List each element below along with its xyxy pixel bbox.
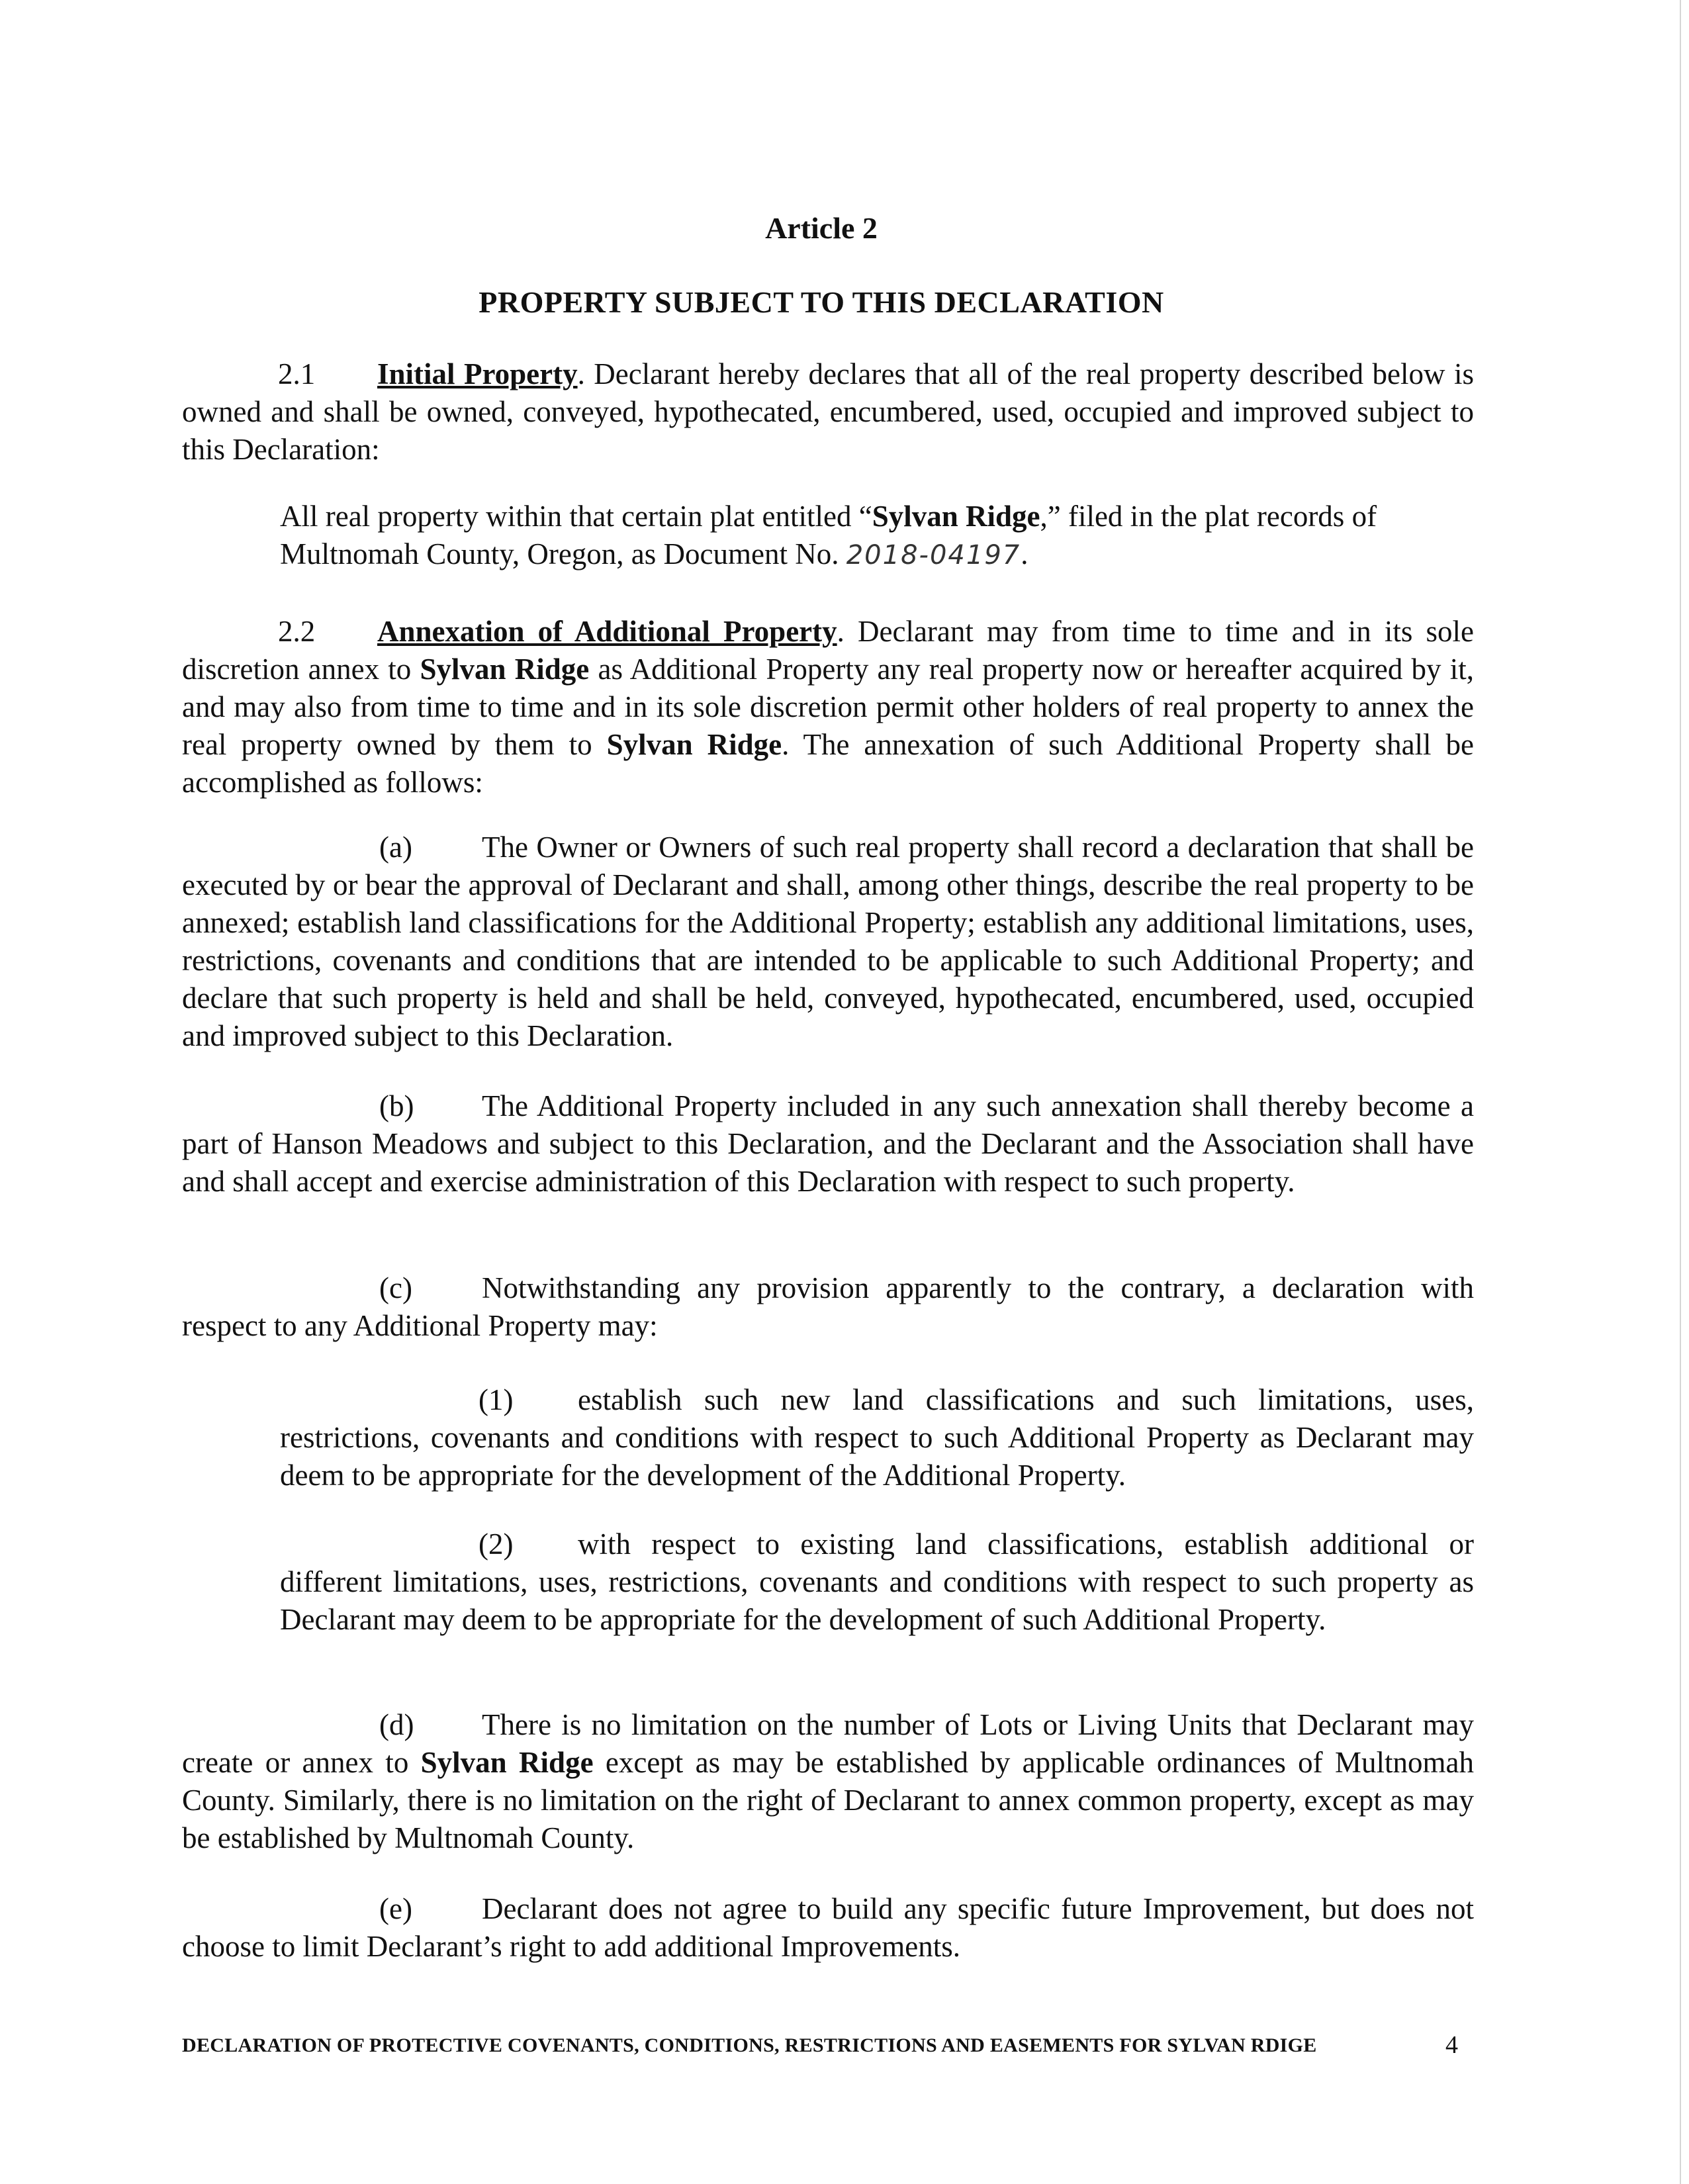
subsection-d: (d) There is no limitation on the number of Lots or Living Units that Declarant may create or annex to Sylvan Ridge except as may be established by applicable ordinances of Multnomah County. Similarly, there is no limitation on the right of Declarant to annex common property, except as may be established by Multnomah County.: [182, 1706, 1474, 1857]
item-label: (2): [479, 1527, 514, 1561]
page-number: 4: [1445, 2031, 1458, 2059]
subsection-label: (d): [379, 1708, 414, 1741]
subsection-text: Declarant does not agree to build any specific future Improvement, but does not choose to limit Declarant’s right to add additional Improvements.: [182, 1892, 1474, 1963]
section-heading: Annexation of Additional Property: [377, 615, 837, 648]
subsection-label: (c): [379, 1271, 412, 1304]
subsection-e: [182, 1890, 1474, 1966]
handwritten-document-number: 2018-04197: [846, 540, 1021, 570]
property-name: Sylvan Ridge: [420, 653, 590, 686]
section-heading: Initial Property: [377, 357, 578, 390]
item-text: establish such new land classifications and such limitations, uses, restrictions, covenants and conditions with respect to such Additional Property as Declarant may deem to be appropriate for the development of the Additional Property.: [280, 1383, 1474, 1492]
subsection-label: (a): [379, 831, 412, 864]
scan-edge-line: [1680, 0, 1681, 2184]
subsection-text: The Additional Property included in any such annexation shall thereby become a part of Hanson Meadows and subject to this Declaration, and the Declarant and the Association shall have and shall accept and exercise administration of this Declaration with respect to such property.: [182, 1089, 1474, 1198]
subsection-c-1: [280, 1381, 1474, 1494]
article-title: Article 2: [765, 211, 878, 245]
subsection-text: The Owner or Owners of such real property shall record a declaration that shall be executed by or bear the approval of Declarant and shall, among other things, describe the real property to be annexed; establish land classifications for the Additional Property; establish any additional limitations, uses, restrictions, covenants and conditions that are intended to be applicable to such Additional Property; and declare that such property is held and shall be held, conveyed, hypothecated, encumbered, used, occupied and improved subject to this Declaration.: [182, 831, 1474, 1052]
item-label: (1): [479, 1383, 514, 1416]
section-2-2: 2.2 Annexation of Additional Property. Declarant may from time to time and in its sole discretion annex to Sylvan Ridge as Additional Property any real property now or hereafter acquired by it, and may also from time to time and in its sole discretion permit other holders of real property to annex the real property owned by them to Sylvan Ridge. The annexation of such Additional Property shall be accomplished as follows:: [182, 613, 1474, 801]
item-text: with respect to existing land classifications, establish additional or different limitations, uses, restrictions, covenants and conditions with respect to such property as Declarant may deem to be appropriate for the development of such Additional Property.: [280, 1527, 1474, 1636]
property-name: Sylvan Ridge: [420, 1746, 594, 1779]
property-name: Sylvan Ridge: [606, 728, 782, 761]
section-text: . Declarant hereby declares that all of the real property described below is owned and shall be owned, conveyed, hypothecated, encumbered, used, occupied and improved subject to this Declaration:: [182, 357, 1474, 466]
subsection-c: [182, 1269, 1474, 1345]
plat-description: All real property within that certain plat entitled “Sylvan Ridge,” filed in the plat records of Multnomah County, Oregon, as Document No. 2018-04197.: [280, 500, 1377, 570]
subsection-c-2: [280, 1525, 1474, 1639]
subsection-b: [182, 1087, 1474, 1201]
page-footer: DECLARATION OF PROTECTIVE COVENANTS, CONDITIONS, RESTRICTIONS AND EASEMENTS FOR SYLVAN RDIGE: [182, 2034, 1317, 2056]
section-2-1: [182, 355, 1474, 469]
subsection-label: (b): [379, 1089, 414, 1122]
section-number: 2.2: [278, 615, 316, 648]
subsection-a: [182, 829, 1474, 1055]
section-number: 2.1: [278, 357, 316, 390]
subsection-text: Notwithstanding any provision apparently to the contrary, a declaration with respect to any Additional Property may:: [182, 1271, 1474, 1342]
section-title: PROPERTY SUBJECT TO THIS DECLARATION: [479, 285, 1164, 319]
subsection-label: (e): [379, 1892, 412, 1925]
property-name: Sylvan Ridge: [872, 500, 1040, 533]
